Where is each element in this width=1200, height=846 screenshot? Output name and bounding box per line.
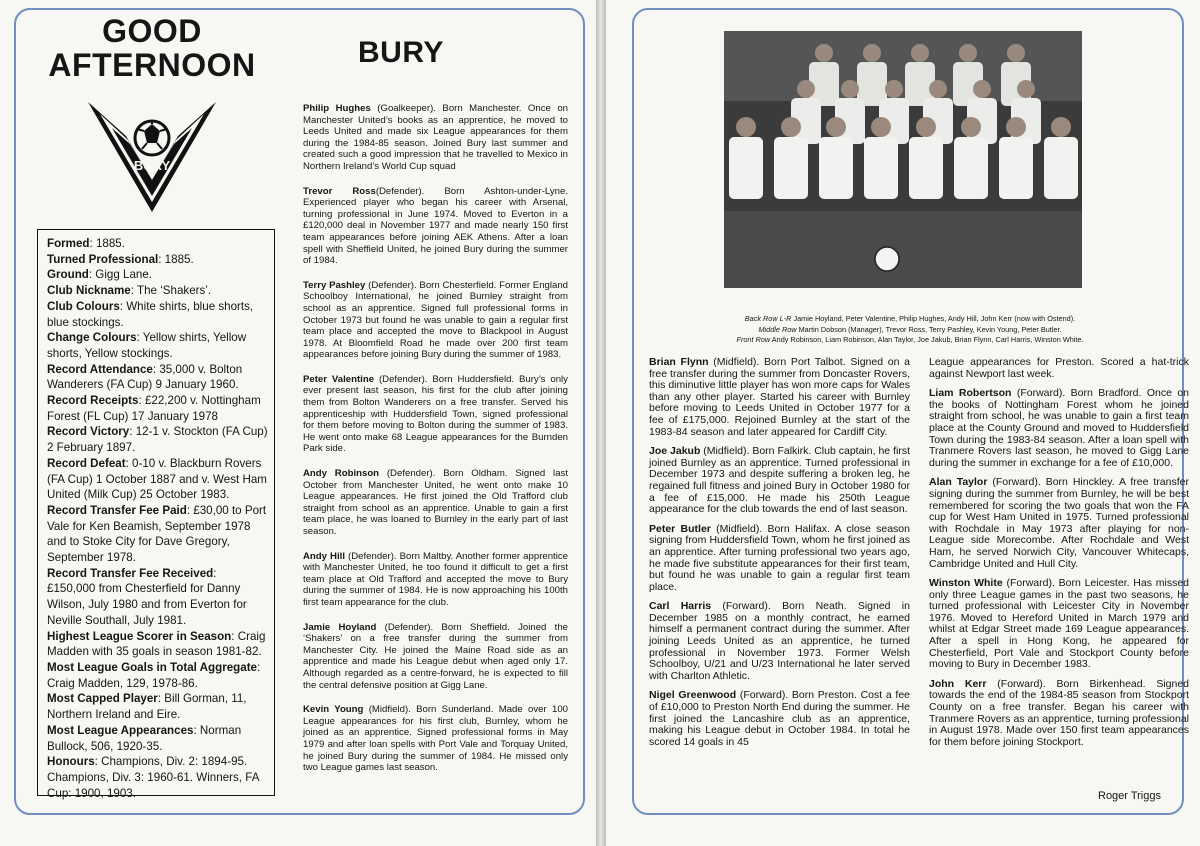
- player-figure-head: [1051, 117, 1071, 137]
- caption-middle-row: Martin Dobson (Manager), Trevor Ross, Terry Pashley, Kevin Young, Peter Butler.: [796, 324, 1062, 334]
- player-bio: [303, 551, 568, 609]
- player-figure-head: [815, 44, 833, 62]
- team-photo: [724, 31, 1082, 288]
- player-figure-head: [797, 80, 815, 98]
- caption-front-label: Front Row: [736, 335, 771, 345]
- title-line-1: GOOD: [102, 13, 202, 49]
- player-bio: [303, 103, 568, 173]
- player-text: (Midfield). Born Port Talbot. Signed on a free transfer during the summer from Doncaster Rovers, this diminutive little player has won more caps for Wales than any other player. Started his career with Burnley before moving to Leeds United in October 1977 for a fee of £175,000. Rejoined Burnley at the start of the 1983-84 season and later appeared for Cardiff City.: [649, 356, 910, 438]
- player-figure-head: [959, 44, 977, 62]
- caption-back-row: Jamie Hoyland, Peter Valentine, Philip Hughes, Andy Hill, John Kerr (now with Ostend).: [791, 314, 1076, 323]
- fact-label: Ground: [47, 268, 89, 282]
- fact-item: [47, 330, 268, 361]
- player-bio: [929, 679, 1189, 749]
- player-name: Liam Robertson: [929, 387, 1012, 400]
- fact-item: [47, 754, 268, 801]
- player-bio: [303, 468, 568, 538]
- player-bio: [303, 186, 568, 267]
- player-text: (Midfield). Born Sunderland. Made over 100 League appearances for his first club, Burnley, whom he joined as an apprentice. Signed professional forms in May 1979 and after loan spells with Port Vale and Torquay United, he joined Bury during the summer of 1984. He missed only two League games last season.: [303, 704, 568, 774]
- team-photo-caption: [650, 314, 1170, 346]
- player-bio: [303, 374, 568, 455]
- caption-back-label: Back Row L-R: [744, 314, 792, 323]
- player-name: Andy Robinson: [303, 468, 380, 480]
- player-figure-head: [826, 117, 846, 137]
- player-text: (Midfield). Born Halifax. A close season signing from Huddersfield Town, whom he first joined as an apprentice. After turning professional two years ago, he made five substitute appearances for their first team, but found he was unable to gain a regular first team place.: [649, 522, 910, 593]
- player-text: (Defender). Born Huddersfield. Bury’s only ever present last season, his first for the club after joining them from Bolton Wanderers on a free transfer. Served his apprenticeship with Huddersfield Town, signed professional for them before moving to Bolton during the summer of 1983. He went onto make 68 League appearances for the Burnden Park side.: [303, 373, 568, 455]
- player-bio: [649, 690, 910, 748]
- player-bio: [929, 388, 1189, 469]
- crest-lettering: BURY: [133, 158, 171, 173]
- player-bio: [649, 524, 910, 594]
- player-bio: [303, 704, 568, 774]
- player-figure-head: [929, 80, 947, 98]
- good-afternoon-title: [42, 14, 262, 82]
- fact-item: [47, 629, 268, 660]
- player-figure-head: [736, 117, 756, 137]
- bury-players-column: [303, 103, 568, 787]
- fact-label: Honours: [47, 755, 95, 769]
- fact-value: : Yellow shirts, Yellow shorts, Yellow stockings.: [47, 331, 247, 360]
- fact-item: [47, 299, 268, 330]
- player-figure-head: [1017, 80, 1035, 98]
- fact-value: : 35,000 v. Bolton Wanderers (FA Cup) 9 January 1960.: [47, 362, 243, 392]
- fact-label: Record Victory: [47, 425, 130, 439]
- player-figure-body: [774, 137, 808, 199]
- player-text: (Forward). Born Hinckley. A free transfer signing during the summer from Burnley, he will be best remembered for scoring the two goals that won the FA cup for West Ham United in 1975. Turned professional with Rochdale in May 1973 after playing for non-League side Morecombe. After Rochdale and West Ham, he served Norwich City, Vancouver Whitecaps, Cambridge United and Hull City.: [929, 476, 1189, 570]
- fact-value: : White shirts, blue shorts, blue stockings.: [47, 299, 254, 329]
- fact-value: : Bill Gorman, 11, Northern Ireland and Eire.: [47, 692, 247, 722]
- player-text: (Midfield). Born Falkirk. Club captain, he first joined Burnley as an apprentice. Turned professional in December 1973 and despite suffering a broken leg, he regained full fitness and joined Bury in October 1980 for a fee of £15,000. He made his 250th League appearance for the club towards the end of last season.: [649, 445, 910, 516]
- fact-value: : Craig Madden with 35 goals in season 1981-82.: [47, 629, 266, 659]
- player-name: Peter Butler: [649, 522, 711, 535]
- fact-value: : Champions, Div. 2: 1894-95. Champions, Div. 3: 1960-61. Winners, FA Cup: 1900, 1903.: [47, 755, 259, 800]
- fact-item: [47, 393, 268, 424]
- player-name: Trevor Ross: [303, 185, 376, 197]
- player-name: John Kerr: [929, 677, 987, 690]
- player-bio: [929, 477, 1189, 570]
- player-text: (Forward). Born Preston. Cost a fee of £10,000 to Preston North End during the summer. He first joined the Lancashire club as an apprentice, making his League debut in October 1984. In total he scored 14 goals in 45: [649, 689, 911, 748]
- player-name: Brian Flynn: [649, 356, 709, 368]
- player-figure-head: [973, 80, 991, 98]
- player-name: Terry Pashley: [303, 279, 366, 291]
- fact-item: [47, 424, 268, 455]
- player-text: (Defender). Born Oldham. Signed last October from Manchester United, he went onto make 10 League appearances. He first joined the Old Trafford club straight from school as an apprentice. Unable to gain a first team place, he was loaned to Burnley in the early part of last season.: [303, 468, 568, 537]
- player-text: (Goalkeeper). Born Manchester. Once on Manchester United’s books as an apprentice, he moved to Leeds United and made six League appearances for them during the 1984-85 season. Joined Bury last summer and created such a good impression that he travelled to Mexico in Northern Ireland’s World Cup squad: [303, 103, 569, 172]
- title-line-2: AFTERNOON: [48, 47, 256, 83]
- fact-item: [47, 283, 268, 299]
- caption-middle-label: Middle Row: [758, 324, 797, 334]
- player-name: Nigel Greenwood: [649, 689, 737, 702]
- player-name: Andy Hill: [303, 550, 345, 562]
- player-figure-head: [911, 44, 929, 62]
- player-name: Jamie Hoyland: [303, 621, 377, 633]
- player-figure-head: [841, 80, 859, 98]
- bury-crest-icon: [86, 100, 218, 214]
- player-text: (Defender). Born Sheffield. Joined the ‘Shakers’ on a free transfer during the summer from Manchester City. He joined the Maine Road side as an apprentice and made his League debut when aged only 17. Although regarded as a centre-forward, he is expected to fill the central defensive position at Gigg Lane.: [303, 621, 568, 691]
- player-figure-head: [1007, 44, 1025, 62]
- caption-front-row: Andy Robinson, Liam Robinson, Alan Taylor, Joe Jakub, Brian Flynn, Carl Harris, Winston White.: [770, 335, 1084, 345]
- player-name: Carl Harris: [649, 600, 712, 613]
- player-figure-head: [863, 44, 881, 62]
- club-facts-box: [37, 229, 275, 800]
- fact-value: : £30,00 to Port Vale for Ken Beamish, September 1978 and to Stoke City for Dave Gregory, September 1978.: [47, 503, 267, 565]
- fact-label: Formed: [47, 237, 90, 250]
- fact-label: Most League Appearances: [47, 723, 194, 737]
- fact-value: : £22,200 v. Nottingham Forest (FL Cup) 17 January 1978: [47, 394, 261, 423]
- fact-label: Most League Goals in Total Aggregate: [47, 660, 258, 674]
- player-name: Alan Taylor: [929, 476, 988, 489]
- player-figure-body: [729, 137, 763, 199]
- player-figure-body: [999, 137, 1033, 199]
- fact-label: Turned Professional: [47, 252, 159, 266]
- fact-label: Club Colours: [47, 299, 120, 313]
- fact-value: : 1885.: [158, 252, 194, 266]
- player-text: (Forward). Born Bradford. Once on the books of Nottingham Forest whom he joined straight from school, he was unable to gain a first team place at the County Ground and moved to Huddersfield Town during the 1983-84 season. After a loan spell with Tranmere Rovers last season, he moved to Gigg Lane during the summer in exchange for a fee of £10,000.: [929, 387, 1189, 469]
- fact-item: [47, 660, 268, 691]
- player-name: Kevin Young: [303, 704, 364, 716]
- fact-label: Club Nickname: [47, 284, 131, 298]
- player-text: (Defender). Born Chesterfield. Former England Schoolboy International, he joined Burnley straight from school as an apprentice. Signed full professional forms in October 1973 but found he was unable to gain a regular first team place and accepted the move to Blackpool in August 1978. At Bloomfield Road he made over 200 first team appearances before joining Bury during the summer of 1983.: [303, 279, 569, 361]
- right-players-column-1: [649, 357, 910, 756]
- player-name: Philip Hughes: [303, 103, 371, 114]
- player-name: Peter Valentine: [303, 373, 375, 385]
- player-bio: [303, 622, 568, 692]
- fact-label: Record Transfer Fee Paid: [47, 503, 187, 517]
- player-figure-body: [864, 137, 898, 199]
- fact-item: [47, 503, 268, 566]
- page-gutter: [596, 0, 606, 846]
- player-bio: [929, 578, 1189, 671]
- fact-item: [47, 252, 268, 268]
- fact-value: : The ‘Shakers’.: [130, 284, 212, 298]
- fact-value: : £150,000 from Chesterfield for Danny Wilson, July 1980 and from Everton for Neville Southall, July 1981.: [47, 566, 247, 627]
- fact-value: : Gigg Lane.: [88, 268, 153, 282]
- player-figure-head: [961, 117, 981, 137]
- fact-label: Change Colours: [47, 331, 137, 345]
- player-bio: [649, 357, 910, 438]
- author-signoff: Roger Triggs: [1098, 790, 1161, 802]
- fact-item: [47, 267, 268, 283]
- player-figure-head: [916, 117, 936, 137]
- player-figure-body: [819, 137, 853, 199]
- player-bio: [303, 280, 568, 361]
- fact-item: [47, 723, 268, 754]
- fact-label: Highest League Scorer in Season: [47, 629, 232, 643]
- fact-value: : Craig Madden, 129, 1978-86.: [47, 660, 261, 690]
- player-name: Winston White: [929, 577, 1003, 590]
- player-name: Joe Jakub: [649, 445, 701, 458]
- player-text: (Forward). Born Neath. Signed in December 1985 on a monthly contract, he earned himself a permanent contract during the summer. After joining Leeds United as an apprentice, he turned professional in November 1973. Former Welsh Schoolboy, U/21 and U/23 International he later served with Charlton Athletic.: [649, 600, 910, 682]
- player-figure-head: [1006, 117, 1026, 137]
- fact-label: Record Attendance: [47, 362, 153, 376]
- fact-value: : 0-10 v. Blackburn Rovers (FA Cup) 1 October 1887 and v. West Ham United (Milk Cup) 25 October 1983.: [47, 456, 267, 502]
- right-players-column-2: [929, 357, 1189, 756]
- player-bio: [649, 446, 910, 516]
- fact-value: : 12-1 v. Stockton (FA Cup) 2 February 1897.: [47, 425, 268, 455]
- continued-paragraph: League appearances for Preston. Scored a hat-trick against Newport last week.: [929, 356, 1189, 380]
- player-figure-head: [871, 117, 891, 137]
- fact-item: [47, 566, 268, 629]
- player-figure-head: [885, 80, 903, 98]
- fact-label: Record Receipts: [47, 394, 139, 408]
- player-figure-head: [781, 117, 801, 137]
- player-text: (Forward). Born Leicester. Has missed only three League games in the past two seasons, he turned professional with Leicester City in November 1976. Moved to Hereford United in March 1979 and whilst at Edgar Street made 169 League appearances. After a spell in Hong Kong, he appeared for Chesterfield, Port Vale and Stockport County before moving to Bury in December 1983.: [929, 577, 1190, 671]
- bury-section-title: BURY: [358, 36, 444, 69]
- fact-value: : 1885.: [89, 237, 125, 250]
- fact-label: Record Transfer Fee Received: [47, 566, 214, 580]
- fact-item: [47, 456, 268, 503]
- fact-value: : Norman Bullock, 506, 1920-35.: [47, 723, 242, 753]
- player-text: (Defender). Born Maltby. Another former apprentice with Manchester United, he too found it difficult to get a first team place at Old Trafford and accepted the move to Bury during the summer of 1984. He is now approaching his 100th first team appearance for the club.: [303, 550, 568, 608]
- player-figure-body: [954, 137, 988, 199]
- fact-item: [47, 691, 268, 722]
- player-figure-body: [1044, 137, 1078, 199]
- fact-item: [47, 362, 268, 393]
- player-bio: [649, 601, 910, 682]
- player-figure-body: [909, 137, 943, 199]
- fact-item: [47, 236, 268, 252]
- player-text: (Forward). Born Birkenhead. Signed towards the end of the 1984-85 season from Stockport County on a free transfer. Began his career with Tranmere Rovers as an apprentice, turning professional in August 1978. Made over 150 first team appearances for them before joining Stockport.: [929, 677, 1190, 748]
- player-text: (Defender). Born Ashton-under-Lyne. Experienced player who began his career with Arsenal, turning professional in June 1974. Moved to Everton in a £120,000 deal in November 1977 and made nearly 150 first team appearances before joining AEK Athens. After a loan spell with Sheffield United, he joined Bury during the summer of 1984.: [303, 185, 568, 267]
- fact-label: Most Capped Player: [47, 692, 158, 706]
- fact-label: Record Defeat: [47, 456, 126, 470]
